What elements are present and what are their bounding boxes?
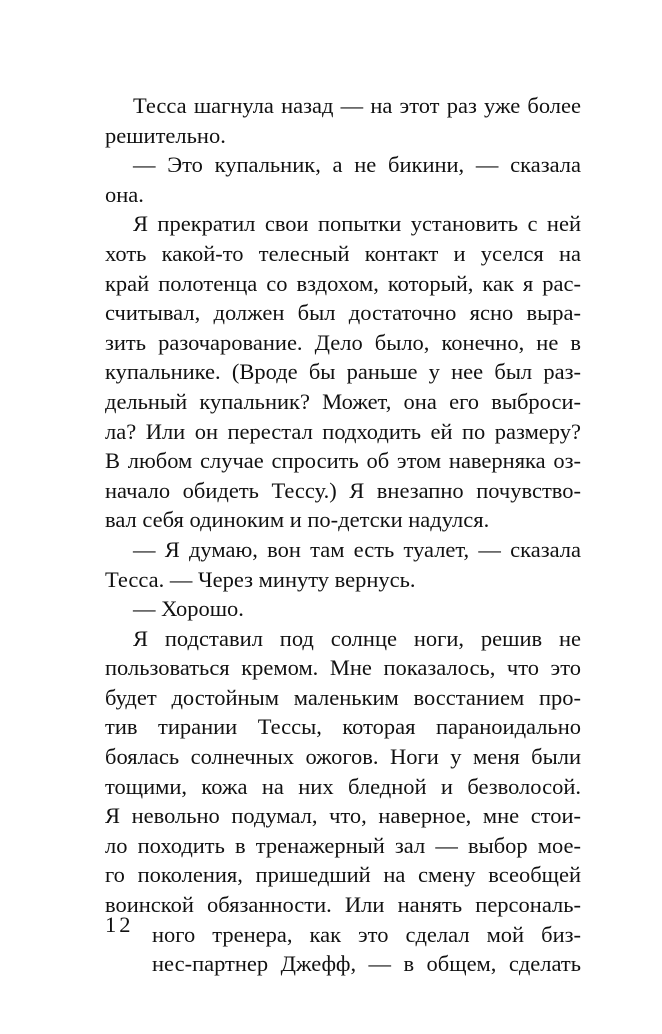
body-text	[105, 91, 581, 979]
text-line: пользоваться кремом. Мне показалось, что это	[105, 655, 581, 681]
text-line: боялась солнечных ожогов. Ноги у меня были	[105, 744, 581, 770]
text-line: будет достойным маленьким восстанием про-	[105, 684, 581, 710]
text-line: решительно.	[105, 122, 226, 148]
text-line: тив тирании Тессы, которая параноидально	[105, 714, 581, 740]
text-line: она.	[105, 181, 144, 207]
text-line: Тесса. — Через минуту вернусь.	[105, 566, 416, 592]
text-line: — Хорошо.	[133, 596, 244, 622]
text-line: Я прекратил свои попытки установить с ней	[133, 211, 581, 237]
text-line: воинской обязанности. Или нанять персональ-	[105, 892, 581, 918]
text-line: нес-партнер Джефф, — в общем, сделать	[152, 951, 581, 977]
text-line: ло походить в тренажерный зал — выбор мое-	[105, 832, 581, 858]
text-line: купальнике. (Вроде бы раньше у нее был раз-	[105, 359, 581, 385]
text-line: Я подставил под солнце ноги, решив не	[133, 625, 581, 651]
text-line: Я невольно подумал, что, наверное, мне стои-	[105, 803, 581, 829]
text-line: — Это купальник, а не бикини, — сказала	[133, 152, 581, 178]
text-line: ного тренера, как это сделал мой биз-	[152, 921, 581, 947]
text-line: — Я думаю, вон там есть туалет, — сказала	[133, 536, 581, 562]
text-line: считывал, должен был достаточно ясно выра-	[105, 300, 581, 326]
text-line: ла? Или он перестал подходить ей по размеру?	[105, 418, 581, 444]
text-line: го поколения, пришедший на смену всеобщей	[105, 862, 581, 888]
text-line: зить разочарование. Дело было, конечно, не в	[105, 329, 581, 355]
text-line: тощими, кожа на них бледной и безволосой.	[105, 773, 581, 799]
text-line: хоть какой-то телесный контакт и уселся на	[105, 240, 581, 266]
text-line: край полотенца со вздохом, который, как я рас-	[105, 270, 581, 296]
text-line: начало обидеть Тессу.) Я внезапно почувство-	[105, 477, 581, 503]
text-line: Тесса шагнула назад — на этот раз уже более	[133, 93, 581, 118]
text-line: В любом случае спросить об этом наверняка оз-	[105, 448, 581, 474]
text-line: вал себя одиноким и по-детски надулся.	[105, 507, 490, 533]
text-line: дельный купальник? Может, она его выброси-	[105, 388, 581, 414]
page-number: 12	[105, 912, 134, 937]
